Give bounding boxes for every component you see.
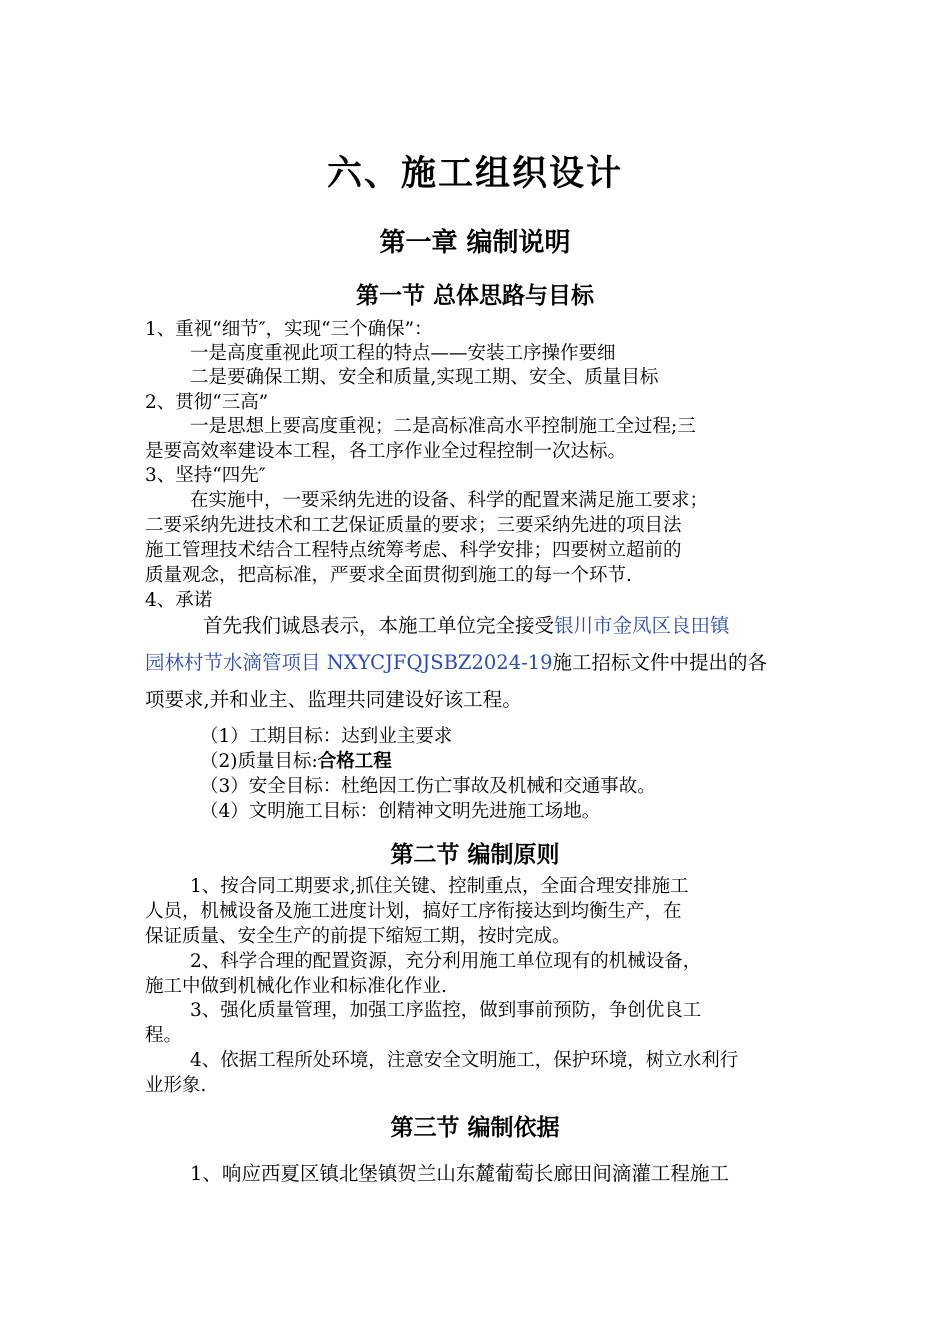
s2-p3-line-1: 3、强化质量管理，加强工序监控，做到事前预防，争创优良工 bbox=[190, 1000, 702, 1021]
s2-p1-line-3: 保证质量、安全生产的前提下缩短工期，按时完成。 bbox=[145, 926, 571, 947]
section-1-heading: 第一节 总体思路与目标 bbox=[355, 283, 594, 309]
goal-schedule: （1）工期目标：达到业主要求 bbox=[200, 726, 453, 747]
s3-project-name: 西夏区镇北堡镇贺兰山东麓葡萄长廊田间滴灌工程 bbox=[260, 1162, 690, 1185]
commitment-text-2: 施工招标文件中提出的各 bbox=[552, 651, 768, 674]
s2-p2-line-2: 施工中做到机械化作业和标准化作业. bbox=[145, 976, 447, 997]
s1-line-1: 1、重视“细节″，实现“三个确保”： bbox=[145, 319, 433, 340]
s2-p3-line-2: 程。 bbox=[145, 1025, 183, 1046]
project-location: 银川市金凤区良田镇 bbox=[554, 614, 730, 637]
s1-line-4: 2、贯彻“三高” bbox=[145, 392, 269, 413]
s1-line-12: 4、承诺 bbox=[145, 590, 213, 611]
project-name-code: 园林村节水滴管项目 NXYCJFQJSBZ2024-19 bbox=[145, 651, 553, 674]
commitment-text: 首先我们诚恳表示，本施工单位完全接受 bbox=[203, 614, 555, 637]
s1-line-7: 3、坚持“四先″ bbox=[145, 465, 266, 486]
s1-line-9: 二要采纳先进技术和工艺保证质量的要求；三要采纳先进的项目法 bbox=[145, 515, 682, 536]
s1-line-10: 施工管理技术结合工程特点统筹考虑、科学安排；四要树立超前的 bbox=[145, 540, 682, 561]
s1-line-5: 一是思想上要高度重视；二是高标准高水平控制施工全过程;三 bbox=[190, 416, 696, 437]
s1-line-11: 质量观念，把高标准，严要求全面贯彻到施工的每一个环节. bbox=[145, 565, 632, 586]
s2-p4-line-2: 业形象. bbox=[145, 1075, 207, 1096]
s3-p1-lead: 1、响应 bbox=[190, 1162, 261, 1185]
s1-line-2: 一是高度重视此项工程的特点——安装工序操作要细 bbox=[190, 343, 616, 364]
s2-p1-line-1: 1、按合同工期要求,抓住关键、控制重点，全面合理安排施工 bbox=[190, 876, 689, 897]
section-3-heading: 第三节 编制依据 bbox=[390, 1115, 560, 1141]
s2-p1-line-2: 人员，机械设备及施工进度计划，搞好工序衔接达到均衡生产，在 bbox=[145, 901, 682, 922]
s2-p2-line-1: 2、科学合理的配置资源，充分利用施工单位现有的机械设备， bbox=[190, 951, 702, 972]
commitment-line-2 bbox=[145, 651, 767, 675]
goal-quality bbox=[200, 750, 392, 774]
goal-quality-label: （2)质量目标: bbox=[200, 751, 318, 772]
s3-p1-line-1 bbox=[190, 1162, 729, 1186]
s1-line-3: 二是要确保工期、安全和质量,实现工期、安全、质量目标 bbox=[190, 367, 659, 388]
s1-line-6: 是要高效率建设本工程，各工序作业全过程控制一次达标。 bbox=[145, 441, 627, 462]
s2-p4-line-1: 4、依据工程所处环境，注意安全文明施工，保护环境，树立水利行 bbox=[190, 1050, 739, 1071]
goal-safety: （3）安全目标：杜绝因工伤亡事故及机械和交通事故。 bbox=[200, 776, 656, 797]
section-2-heading: 第二节 编制原则 bbox=[390, 842, 560, 868]
commitment-line-3: 项要求,并和业主、监理共同建设好该工程。 bbox=[145, 688, 522, 711]
goal-quality-value: 合格工程 bbox=[317, 751, 392, 772]
commitment-line-1 bbox=[203, 614, 730, 638]
goal-civilized: （4）文明施工目标：创精神文明先进施工场地。 bbox=[200, 801, 601, 822]
s1-line-8: 在实施中，一要采纳先进的设备、科学的配置来满足施工要求； bbox=[190, 490, 709, 511]
chapter-heading: 第一章 编制说明 bbox=[379, 228, 571, 258]
document-title: 六、施工组织设计 bbox=[326, 154, 623, 194]
s3-p1-tail: 施工 bbox=[689, 1162, 729, 1185]
